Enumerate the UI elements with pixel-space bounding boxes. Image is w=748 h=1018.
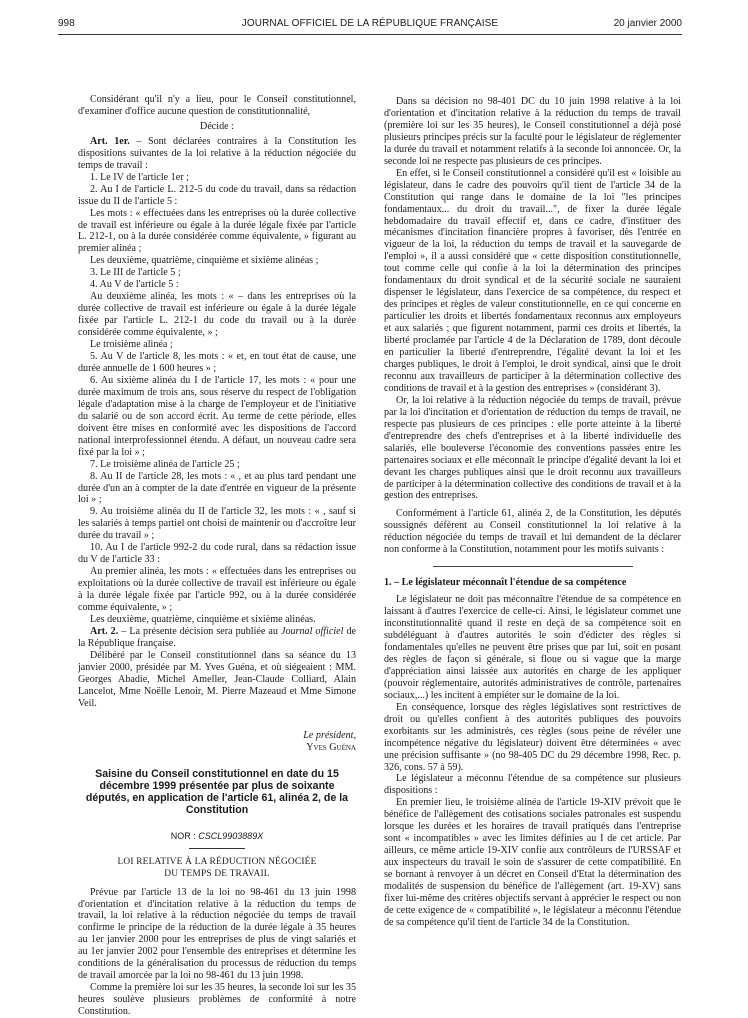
signature-name: Yves Guéna: [306, 741, 356, 753]
deliberation: Délibéré par le Conseil constitutionnel dans sa séance du 13 janvier 2000, présidée par M. Yves Guéna, et où siégeaient : MM. Georges Abadie, Michel Ameller, Jean-Claude Colliard, Alain Lancelot, Mme Noëlle Lenoir, M. Pierre Mazeaud et Mme Simone Veil.: [78, 649, 356, 709]
paragraph: Or, la loi relative à la réduction négociée du temps de travail, prévue par la loi d'incitation et d'orientation de réduction du temps de travail, ne respecte pas plusieurs de ces principes : elle porte atteinte à la liberté d'entreprendre des chefs d'entreprises et à la liberté individuelle des salariés, elle bouleverse l'économie des conventions passées entre les partenaires sociaux et elle méconnaît le principe d'égalité devant la loi et devant les charges publiques ainsi que le droit reconnu aux travailleurs de participer à la détermination collective des conditions de travail et à la gestion des entreprises.: [384, 394, 681, 502]
page-header: [58, 18, 682, 34]
list-item: 7. Le troisième alinéa de l'article 25 ;: [90, 458, 240, 470]
paragraph: En premier lieu, le troisième alinéa de l'article 19-XIV prévoit que le bénéfice de l'allègement des cotisations sociales patronales est suspendu lorsque les durées et les horaires de travail pratiqués dans l'entreprise sont « incompatibles » avec les limites définies au I de cet article. Par ailleurs, ce même article 19-XIV confie aux contrôleurs de l'URSSAF et aux inspecteurs du travail le soin de s'assurer de cette compatibilité. En se bornant à renvoyer à un décret en Conseil d'Etat la détermination des modalités de suspension du bénéfice de l'allègement (art. 19-XV) sans fixer lui-même des critères objectifs servant à apprécier le respect ou non de cette exigence de « compatibilité », le législateur a méconnu l'étendue de sa compétence qu'il tient de l'article 34 de la Constitution.: [384, 797, 681, 928]
signature: [78, 730, 356, 754]
list-item: 5. Au V de l'article 8, les mots : « et, en tout état de cause, une durée annuelle de 1 600 heures » ;: [78, 351, 356, 374]
article-1: [78, 136, 356, 172]
paragraph: Dans sa décision no 98-401 DC du 10 juin 1998 relative à la loi d'orientation et d'incitation relative à la réduction du temps de travail (première loi sur les 35 heures), le Conseil constitutionnel a déjà posé plusieurs principes précis sur la faculté pour le législateur de réglementer la durée du travail et notamment relatifs à la seconde loi annoncée. Or, la seconde loi ne respecte pas plusieurs de ces principes.: [384, 96, 681, 167]
list-item: Les deuxième, quatrième, cinquième et sixième alinéas ;: [90, 255, 319, 267]
law-title-line-2: DU TEMPS DE TRAVAIL: [164, 868, 270, 879]
article-2: [78, 626, 356, 650]
list-item: 2. Au I de l'article L. 212-5 du code du travail, dans sa rédaction issue du II de l'article 5 :: [78, 183, 356, 207]
list-item: 6. Au sixième alinéa du I de l'article 17, les mots : « pour une durée maximum de trois ans, sous réserve du respect de l'obligation légale d'adaptation mise à la charge de l'employeur et de l'initiative du salarié ou de son accord écrit. Au terme de cette période, elles doivent être mises en conformité avec les dispositions de l'accord national interprofessionnel étendu. A défaut, un nouveau cadre sera fixé par la loi » ;: [78, 374, 356, 458]
list-item: 10. Au I de l'article 992-2 du code rural, dans sa rédaction issue du V de l'article 33 :: [78, 542, 356, 566]
left-column: [78, 94, 356, 1018]
list-item: 9. Au troisième alinéa du II de l'article 32, les mots : « , sauf si les salariés à temps partiel ont choisi de maintenir ou d'accroître leur durée du travail » ;: [78, 506, 356, 542]
decide-heading: Décide :: [200, 120, 234, 132]
nor-reference: [78, 831, 356, 843]
paragraph: Prévue par l'article 13 de la loi no 98-461 du 13 juin 1998 d'orientation et d'incitation relative à la réduction du temps de travail, la loi relative à la réduction négociée du temps de travail confirme le principe de la réduction de la durée légale à 35 heures au 1er janvier 2000 pour les entreprises de plus de vingt salariés et au 1er janvier 2002 pour l'ensemble des entreprises et détermine les conditions de la généralisation du processus de réduction du temps de travail amorcée par la loi no 98-461 du 13 juin 1998.: [78, 886, 356, 982]
section-heading: 1. – Le législateur méconnaît l'étendue de sa compétence: [384, 577, 627, 589]
header-rule: [58, 34, 682, 35]
nor-code: CSCL9903889X: [198, 830, 264, 841]
right-column: [384, 96, 681, 929]
paragraph: Le législateur ne doit pas méconnaître l'étendue de sa compétence en laissant à d'autres l'exercice de celle-ci. Ainsi, le législateur commet une inconstitutionnalité quand il reste en deçà de sa compétence soit en subdéléguant à d'autres autorités le soin d'édicter des règles si fondamentales qu'elles ne peuvent être prises que par lui, soit en posant des règles de façon si générale, si floue ou si vague que la marge d'appréciation ainsi laissée aux autorités en charge de les appliquer (pouvoir réglementaire, autorités administratives de contrôle, partenaires sociaux,...) les incitent à empiéter sur le domaine de la loi.: [384, 594, 681, 701]
list-item: 3. Le III de l'article 5 ;: [90, 267, 181, 279]
list-item: 1. Le IV de l'article 1er ;: [90, 171, 189, 183]
paragraph: Conformément à l'article 61, alinéa 2, de la Constitution, les députés soussignés défèrent au Conseil constitutionnel la loi relative à la réduction négociée du temps de travail et lui demandent de la déclarer non conforme à la Constitution, notamment pour les motifs suivants :: [384, 508, 681, 556]
paragraph: Considérant qu'il n'y a lieu, pour le Conseil constitutionnel, d'examiner d'office aucune question de constitutionnalité,: [78, 94, 356, 117]
page-number: 998: [58, 18, 75, 29]
list-item: Au premier alinéa, les mots : « effectuées dans les entreprises ou exploitations où la durée collective de travail est inférieure ou égale à la durée légale fixée par l'article 992, ou à la durée considérée comme équivalente, » ;: [78, 566, 356, 614]
section-separator: [433, 566, 633, 567]
law-title-line-1: LOI RELATIVE À LA RÉDUCTION NÉGOCIÉE: [117, 856, 317, 867]
paragraph: En conséquence, lorsque des règles législatives sont restrictives de droit ou qu'elles confient à des autorités publiques des pouvoirs exorbitants sur les administrés, ces règles (sous peine de révéler une incompétence négative du législateur) doivent être déterminées « avec une précision suffisante » (no 98-405 DC du 29 décembre 1998, Rec. p. 326, cons. 57 à 59).: [384, 701, 681, 773]
paragraph: Le législateur a méconnu l'étendue de sa compétence sur plusieurs dispositions :: [384, 773, 681, 797]
list-item: 4. Au V de l'article 5 :: [90, 279, 179, 291]
nor-label: NOR :: [170, 830, 199, 841]
list-item: 8. Au II de l'article 28, les mots : « , et au plus tard pendant une durée d'un an à compter de la date d'entrée en vigueur de la présente loi » ;: [78, 470, 356, 506]
article-1-label: Art. 1er.: [90, 135, 130, 147]
list-item: Au deuxième alinéa, les mots : « – dans les entreprises où la durée collective de travail est inférieure ou égale à la durée légale fixée par l'article L. 212-1 du code du travail ou à la durée considérée comme équivalente, » ;: [78, 291, 356, 339]
paragraph: En effet, si le Conseil constitutionnel a considéré qu'il est « loisible au législateur, dans le cadre des pouvoirs qu'il tient de l'article 34 de la Constitution qui range dans le domaine de la loi "les principes fondamentaux... du droit du travail...", de fixer la durée légale hebdomadaire du travail effectif et, dans ce cadre, d'instituer des mécanismes d'incitation financière propres à favoriser, dès l'entrée en vigueur de la loi, la réduction du temps de travail et la sauvegarde de l'emploi », il a aussi considéré que « cette disposition constitutionnelle, tout comme celle qui confie à la loi la détermination des principes fondamentaux du droit syndical et de la sécurité sociale ne sauraient dispenser le législateur, dans l'exercice de sa compétence, du respect et des principes et règles de valeur constitutionnelle, en ce qui concerne en particulier les droits et libertés fondamentaux reconnus aux employeurs et aux salariés ; que figurent notamment, parmi ces droits et libertés, la liberté proclamée par l'article 4 de la Déclaration de 1789, dont découle en particulier la liberté d'entreprendre, l'égalité devant la loi et les charges publiques, le droit à l'emploi, le droit syndical, ainsi que le droit reconnu aux travailleurs de participer à la détermination collective des conditions de travail et à la gestion des entreprises » (considérant 3).: [384, 167, 681, 394]
article-2-text-end: de la République française.: [78, 625, 356, 649]
article-2-label: Art. 2.: [90, 625, 119, 637]
issue-date: 20 janvier 2000: [613, 18, 682, 29]
article-2-text: – La présente décision sera publiée au: [118, 625, 281, 637]
separator: [189, 848, 245, 849]
journal-title: JOURNAL OFFICIEL DE LA RÉPUBLIQUE FRANÇAISE: [241, 18, 499, 29]
signature-role: Le président,: [303, 729, 356, 741]
list-item: Les mots : « effectuées dans les entreprises où la durée collective de travail est inférieure ou égale à la durée légale fixée par l'article L. 212-1, ou à la durée considérée comme équivalente, » figurant au premier alinéa ;: [78, 207, 356, 255]
saisine-heading: Saisine du Conseil constitutionnel en date du 15 décembre 1999 présentée par plus de soixante députés, en application de l'article 61, alinéa 2, de la Constitution: [85, 767, 349, 817]
paragraph: Comme la première loi sur les 35 heures, la seconde loi sur les 35 heures soulève plusieurs problèmes de conformité à notre Constitution.: [78, 982, 356, 1018]
journal-name: Journal officiel: [280, 625, 344, 637]
list-item: Les deuxième, quatrième, cinquième et sixième alinéas.: [90, 613, 316, 625]
article-1-text: – Sont déclarées contraires à la Constitution les dispositions suivantes de la loi relative à la réduction négociée du temps de travail :: [78, 135, 356, 171]
list-item: Le troisième alinéa ;: [90, 339, 173, 351]
